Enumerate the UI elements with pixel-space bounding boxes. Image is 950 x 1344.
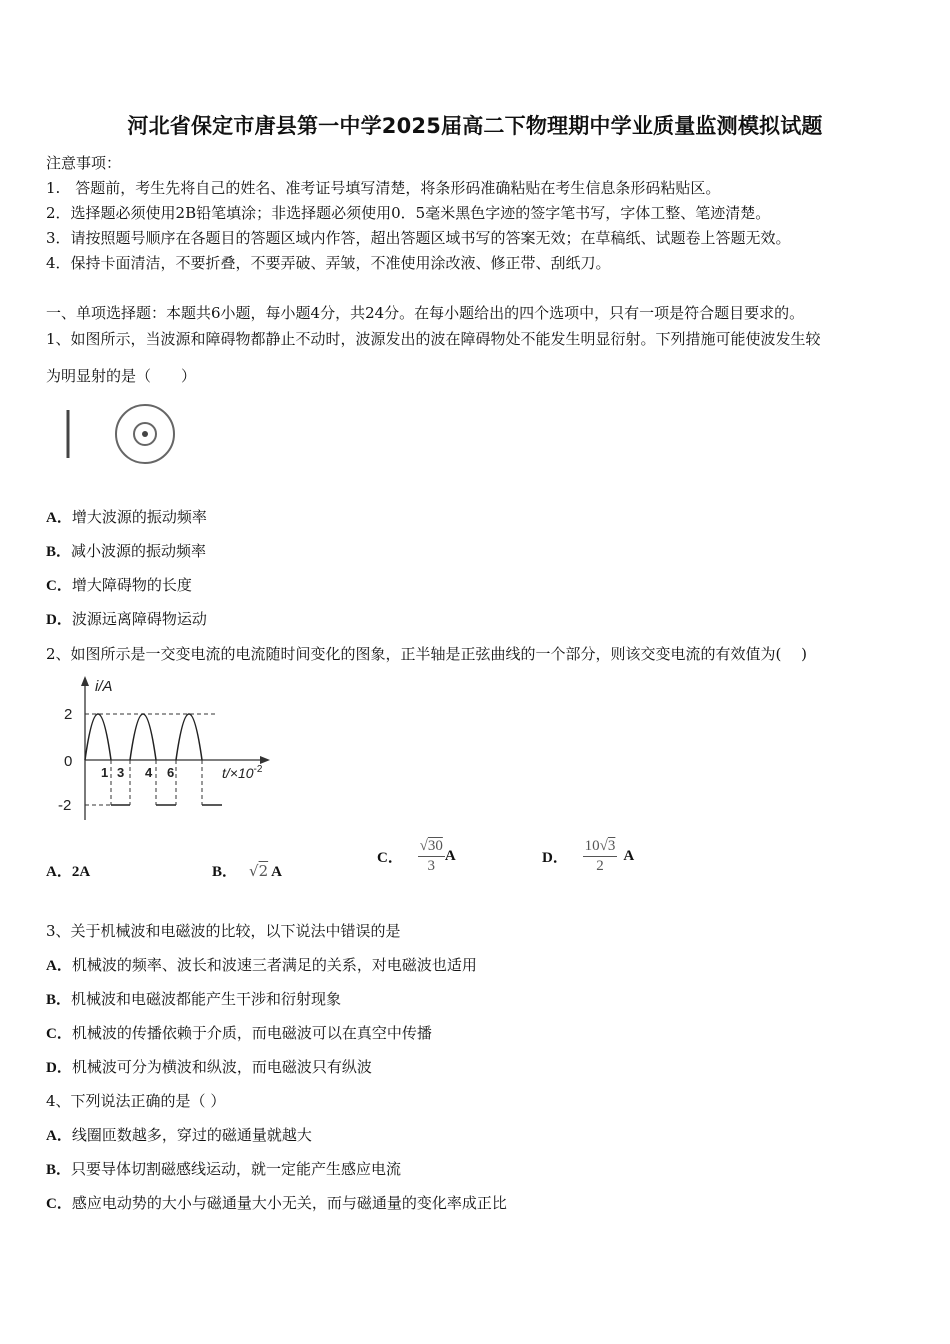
wave-source-dot	[142, 431, 148, 437]
y-tick-label: 0	[64, 753, 73, 770]
q1-option-a: A．增大波源的振动频率	[46, 508, 207, 526]
positive-half-wave	[85, 714, 111, 760]
q1-figure	[55, 400, 185, 470]
x-tick-label: 1	[101, 765, 109, 780]
q4-stem: 4、下列说法正确的是（ ）	[46, 1092, 226, 1110]
notice-item: 3．请按照题号顺序在各题目的答题区域内作答，超出答题区域书写的答案无效；在草稿纸、试题卷上答题无效。	[46, 229, 791, 247]
y-axis-arrow	[81, 676, 89, 686]
x-tick-label: 3	[117, 765, 125, 780]
q4-option-b: B．只要导体切割磁感线运动，就一定能产生感应电流	[46, 1160, 402, 1178]
notice-item: 2．选择题必须使用2B铅笔填涂；非选择题必须使用0．5毫米黑色字迹的签字笔书写，字体工整、笔迹清楚。	[46, 204, 771, 222]
x-tick-label: 4	[145, 765, 153, 780]
fraction: $\frac{10√3}{2}$	[584, 838, 616, 874]
notice-heading: 注意事项：	[46, 154, 122, 172]
q2-option-d: D． $\frac{10√3}{2}$ A	[542, 838, 635, 874]
positive-half-wave	[130, 714, 156, 760]
q4-option-a: A．线圈匝数越多，穿过的磁通量就越大	[46, 1126, 312, 1144]
q1-option-c: C．增大障碍物的长度	[46, 576, 192, 594]
x-tick-label: 6	[167, 765, 175, 780]
notice-item: 1. 答题前，考生先将自己的姓名、准考证号填写清楚，将条形码准确粘贴在考生信息条形码粘贴区。	[46, 179, 721, 197]
x-axis-label: $t/\times 10^{-2}$	[222, 764, 263, 781]
q1-option-b: B．减小波源的振动频率	[46, 542, 207, 560]
y-tick-label: 2	[64, 706, 73, 723]
q1-stem: 1、如图所示，当波源和障碍物都静止不动时，波源发出的波在障碍物处不能发生明显衍射。下列措施可能使波发生较	[46, 330, 821, 348]
positive-half-wave	[176, 714, 202, 760]
q4-option-c: C．感应电动势的大小与磁通量大小无关，而与磁通量的变化率成正比	[46, 1194, 507, 1212]
q1-stem-cont: 为明显射的是（ ）	[46, 367, 197, 385]
q2-option-a: A．2A	[46, 864, 91, 880]
q1-option-d: D．波源远离障碍物运动	[46, 610, 207, 628]
q3-stem: 3、关于机械波和电磁波的比较，以下说法中错误的是	[46, 922, 401, 940]
q3-option-b: B．机械波和电磁波都能产生干涉和衍射现象	[46, 990, 342, 1008]
notice-item: 4．保持卡面清洁，不要折叠，不要弄破、弄皱，不准使用涂改液、修正带、刮纸刀。	[46, 254, 611, 272]
y-axis-label: i/A	[95, 678, 113, 695]
q2-option-b: B． √2 A	[212, 862, 282, 880]
q2-current-graph	[50, 672, 280, 827]
fraction: $\frac{√30}{3}$	[419, 838, 443, 874]
q2-option-c: C． $\frac{√30}{3}$ A	[377, 838, 456, 874]
x-axis-arrow	[260, 756, 270, 764]
q3-option-a: A．机械波的频率、波长和波速三者满足的关系，对电磁波也适用	[46, 956, 477, 974]
q3-option-d: D．机械波可分为横波和纵波，而电磁波只有纵波	[46, 1058, 372, 1076]
page-title: 河北省保定市唐县第一中学2025届高二下物理期中学业质量监测模拟试题	[127, 114, 823, 138]
y-tick-label: -2	[58, 797, 72, 814]
q3-option-c: C．机械波的传播依赖于介质，而电磁波可以在真空中传播	[46, 1024, 432, 1042]
section-heading: 一、单项选择题：本题共6小题，每小题4分，共24分。在每小题给出的四个选项中，只有一项是符合题目要求的。	[46, 304, 805, 322]
q2-stem: 2、如图所示是一交变电流的电流随时间变化的图象，正半轴是正弦曲线的一个部分，则该交变电流的有效值为( )	[46, 645, 808, 663]
